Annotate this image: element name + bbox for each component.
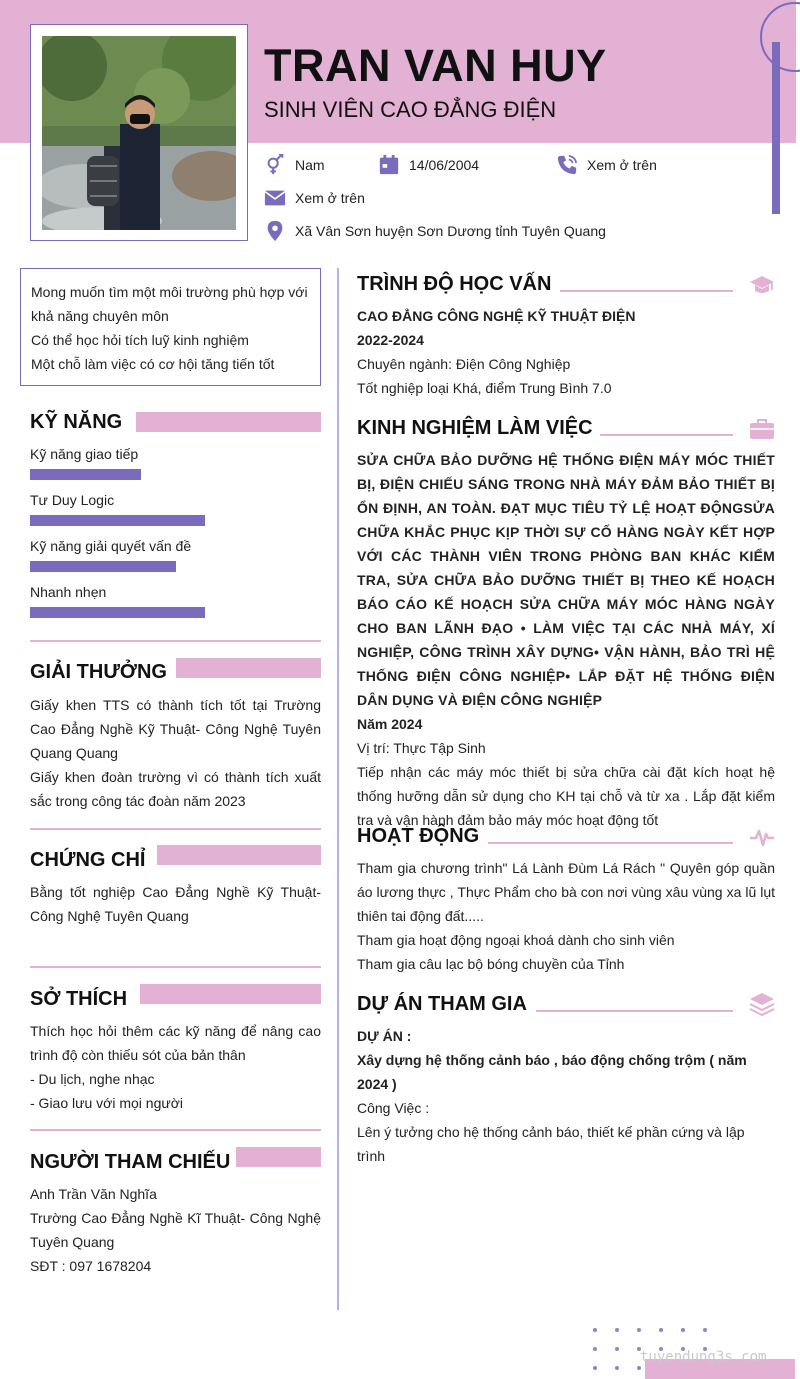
hobbies-title-bar: [140, 984, 321, 1004]
project-label: DỰ ÁN :: [357, 1028, 412, 1044]
award-item: Giấy khen đoàn trường vì có thành tích xuất sắc trong công tác đoàn năm 2023: [30, 769, 321, 809]
certificates-title: CHỨNG CHỈ: [30, 849, 146, 871]
email-text: Xem ở trên: [295, 190, 365, 206]
heartbeat-icon: [749, 824, 775, 850]
activities-title-line: [488, 842, 733, 844]
briefcase-icon: [749, 416, 775, 442]
award-item: Giấy khen TTS có thành tích tốt tại Trường Cao Đẳng Nghề Kỹ Thuật- Công Nghệ Tuyên Quang Quang: [30, 697, 321, 761]
reference-name: Anh Trần Văn Nghĩa: [30, 1186, 157, 1202]
education-result: Tốt nghiệp loại Khá, điểm Trung Bình 7.0: [357, 380, 612, 396]
experience-tasks: Tiếp nhận các máy móc thiết bị sửa chữa cài đặt kích hoạt hệ thống hưỡng dẫn sử dụng cho KH tại chỗ và từ xa . Lắp đặt kiểm tra và vận hành đảm bảo máy móc hoạt động tốt: [357, 764, 775, 828]
column-divider: [337, 268, 339, 1310]
section-divider: [30, 1129, 321, 1131]
education-period: 2022-2024: [357, 332, 424, 348]
references-title: NGƯỜI THAM CHIẾU: [30, 1151, 231, 1173]
project-details: [357, 1024, 775, 1168]
hobbies-list: [30, 1019, 321, 1115]
objective-line: Mong muốn tìm một môi trường phù hợp với khả năng chuyên môn: [31, 284, 308, 324]
section-divider: [30, 828, 321, 830]
skill-label: Tư Duy Logic: [30, 492, 115, 508]
reference-details: [30, 1182, 321, 1278]
education-major: Chuyên ngành: Điện Công Nghiệp: [357, 356, 571, 372]
profile-photo: [42, 36, 236, 230]
projects-title: DỰ ÁN THAM GIA: [357, 993, 527, 1015]
reference-phone: SĐT : 097 1678204: [30, 1258, 152, 1274]
experience-title: KINH NGHIỆM LÀM VIỆC: [357, 417, 593, 439]
skill-label: Nhanh nhẹn: [30, 584, 107, 600]
watermark: tuyendung3s.com: [640, 1349, 767, 1365]
skill-level-bar: [30, 561, 176, 572]
projects-title-line: [536, 1010, 733, 1012]
project-work: Lên ý tưởng cho hệ thống cảnh báo, thiết kế phần cứng và lập trình: [357, 1124, 745, 1164]
dob-text: 14/06/2004: [409, 157, 480, 173]
experience-year: Năm 2024: [357, 716, 423, 732]
candidate-name: TRAN VAN HUY: [264, 40, 607, 91]
skill-level-bar: [30, 469, 141, 480]
project-name: Xây dựng hệ thống cảnh báo , báo động chống trộm ( năm 2024 ): [357, 1052, 747, 1092]
hobbies-title: SỞ THÍCH: [30, 988, 128, 1010]
email-icon: [264, 187, 286, 209]
gender-icon: [264, 154, 286, 176]
education-title-line: [560, 290, 733, 292]
education-title: TRÌNH ĐỘ HỌC VẤN: [357, 273, 552, 295]
contact-address: [264, 220, 606, 242]
phone-icon: [556, 154, 578, 176]
experience-title-line: [600, 434, 733, 436]
skills-title-bar: [136, 412, 321, 432]
contact-dob: [378, 154, 479, 176]
candidate-title: SINH VIÊN CAO ĐẲNG ĐIỆN: [264, 97, 557, 122]
education-details: [357, 304, 775, 400]
contact-email: [264, 187, 365, 209]
career-objective: [20, 268, 321, 386]
awards-title-bar: [176, 658, 321, 678]
layers-icon: [749, 991, 775, 1017]
graduation-cap-icon: [749, 272, 775, 298]
certificates-title-bar: [157, 845, 321, 865]
hobby-item: - Giao lưu với mọi người: [30, 1095, 184, 1111]
contact-phone: [556, 154, 657, 176]
section-divider: [30, 966, 321, 968]
education-school: CAO ĐẲNG CÔNG NGHỆ KỸ THUẬT ĐIỆN: [357, 308, 636, 324]
hobby-item: - Du lịch, nghe nhạc: [30, 1071, 155, 1087]
project-work-label: Công Việc :: [357, 1100, 430, 1116]
activities-list: [357, 856, 775, 976]
skill-label: Kỹ năng giao tiếp: [30, 446, 139, 462]
reference-org: Trường Cao Đẳng Nghề Kĩ Thuật- Công Nghệ Tuyên Quang: [30, 1210, 321, 1250]
contact-gender: [264, 154, 325, 176]
section-divider: [30, 640, 321, 642]
activities-title: HOẠT ĐỘNG: [357, 825, 480, 847]
awards-list: [30, 693, 321, 813]
activity-item: Tham gia chương trình" Lá Lành Đùm Lá Rách " Quyên góp quần áo lương thực , Thực Phẩm cho bà con nơi vùng xâu vùng xa lũ lụt thiên tai động đất.....: [357, 860, 775, 924]
address-text: Xã Vân Sơn huyện Sơn Dương tỉnh Tuyên Quang: [295, 223, 606, 239]
skills-title: KỸ NĂNG: [30, 411, 123, 433]
skill-level-bar: [30, 607, 205, 618]
location-pin-icon: [264, 220, 286, 242]
phone-text: Xem ở trên: [587, 157, 657, 173]
objective-line: Một chỗ làm việc có cơ hội tăng tiến tốt: [31, 356, 275, 372]
skill-level-bar: [30, 515, 205, 526]
objective-line: Có thể học hỏi tích luỹ kinh nghiệm: [31, 332, 249, 348]
certificate-text: Bằng tốt nghiệp Cao Đẳng Nghề Kỹ Thuật- Công Nghệ Tuyên Quang: [30, 884, 321, 924]
experience-details: [357, 448, 775, 832]
activity-item: Tham gia hoạt động ngoại khoá dành cho sinh viên: [357, 932, 675, 948]
experience-position: Vị trí: Thực Tập Sinh: [357, 740, 486, 756]
experience-description: SỬA CHỮA BẢO DƯỠNG HỆ THỐNG ĐIỆN MÁY MÓC THIẾT BỊ, ĐIỆN CHIẾU SÁNG TRONG NHÀ MÁY ĐẢM BẢO THIẾT BỊ ỔN ĐỊNH, AN TOÀN. ĐẠT MỤC TIÊU TỶ LỆ HOẠT ĐỘNGSỬA CHỮA KHẮC PHỤC KỊP THỜI SỰ CỐ HÀNG NGÀY KẾT HỢP VỚI CÁC THÀNH VIÊN TRONG PHÒNG BAN KHÁC KIỂM TRA, SỬA CHỮA BẢO DƯỠNG THIẾT BỊ THEO KẾ HOẠCH BÁO CÁO KẾ HOẠCH SỬA CHỮA MÁY MÓC HÀNG NGÀY CHO BAN LÃNH ĐẠO • LÀM VIỆC TẠI CÁC NHÀ MÁY, XÍ NGHIỆP, CÔNG TRÌNH XÂY DỰNG• VẬN HÀNH, BẢO TRÌ HỆ THỐNG ĐIỆN CÔNG NGHIỆP• LẮP ĐẶT HỆ THỐNG ĐIỆN DÂN DỤNG VÀ ĐIỆN CÔNG NGHIỆP: [357, 452, 775, 708]
references-title-bar: [236, 1147, 321, 1167]
awards-title: GIẢI THƯỞNG: [30, 661, 167, 683]
decorative-vertical-bar: [772, 42, 780, 214]
calendar-icon: [378, 154, 400, 176]
gender-text: Nam: [295, 157, 325, 173]
activity-item: Tham gia câu lạc bộ bóng chuyền của Tỉnh: [357, 956, 625, 972]
hobby-item: Thích học hỏi thêm các kỹ năng để nâng cao trình độ còn thiếu sót của bản thân: [30, 1023, 321, 1063]
skill-label: Kỹ năng giải quyết vấn đề: [30, 538, 192, 554]
